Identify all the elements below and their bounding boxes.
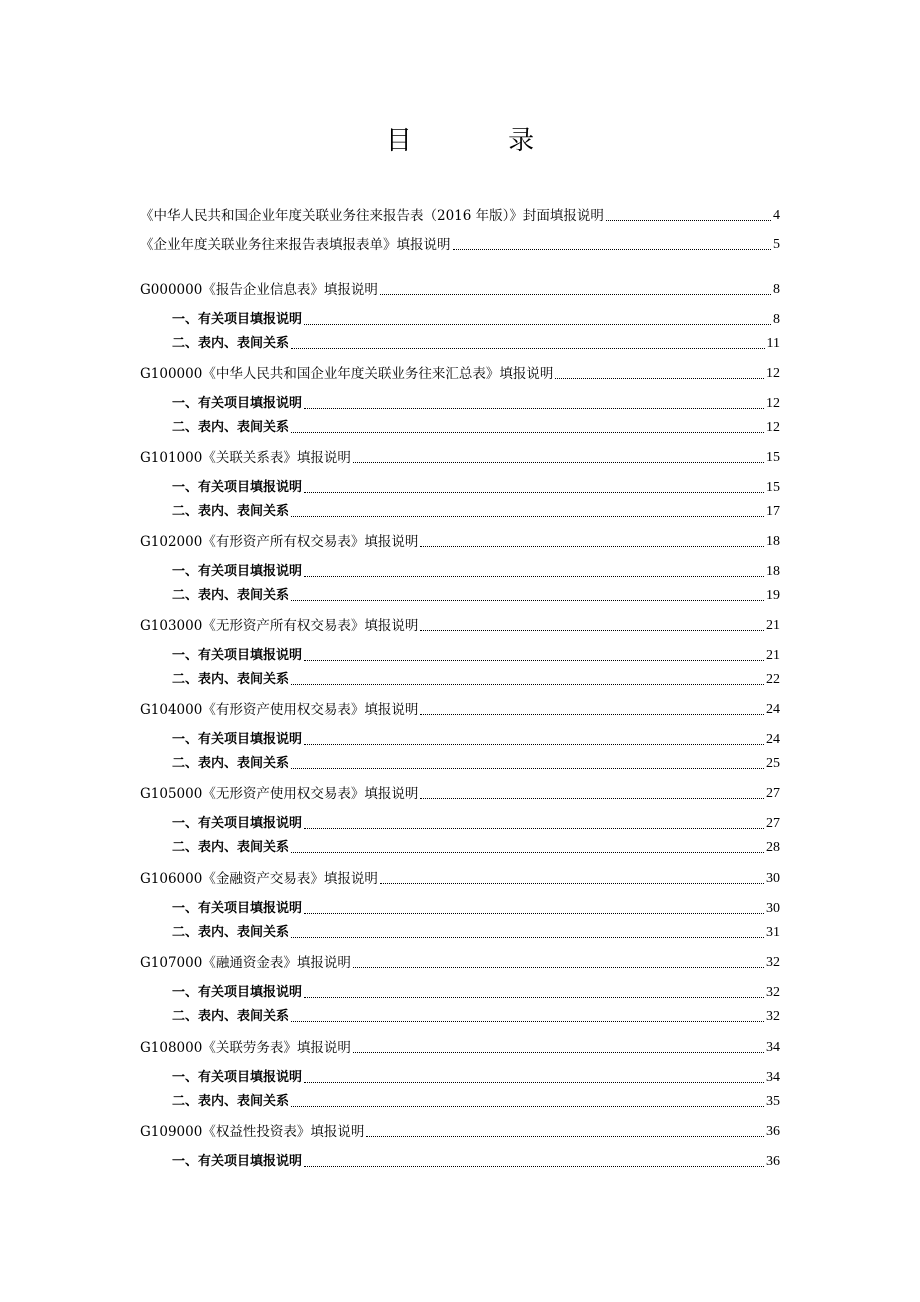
- dot-leader: [380, 882, 764, 884]
- toc-page-number: 5: [773, 237, 780, 252]
- toc-entry-label: G102000《有形资产所有权交易表》填报说明: [140, 534, 419, 550]
- dot-leader: [380, 293, 771, 295]
- dot-leader: [291, 1105, 764, 1107]
- toc-entry-label: G100000《中华人民共和国企业年度关联业务往来汇总表》填报说明: [140, 366, 554, 382]
- dot-leader: [304, 1081, 764, 1083]
- toc-subentry[interactable]: [172, 500, 780, 520]
- toc-page-number: 24: [766, 702, 780, 717]
- toc-page-number: 21: [766, 618, 780, 633]
- toc-subentry[interactable]: [172, 812, 780, 832]
- toc-entry-label: 二、表内、表间关系: [172, 336, 290, 351]
- toc-entry-label: 《企业年度关联业务往来报告表填报表单》填报说明: [140, 237, 451, 253]
- toc-entry-label: 一、有关项目填报说明: [172, 816, 303, 831]
- toc-entry-label: 二、表内、表间关系: [172, 756, 290, 771]
- toc-page-number: 17: [766, 504, 780, 519]
- toc-entry[interactable]: [140, 278, 780, 298]
- dot-leader: [291, 767, 764, 769]
- page-title: 目 录: [385, 126, 579, 156]
- dot-leader: [291, 936, 764, 938]
- toc-entry-label: G101000《关联关系表》填报说明: [140, 450, 351, 466]
- toc-subentry[interactable]: [172, 1150, 780, 1170]
- toc-page-number: 12: [766, 396, 780, 411]
- toc-subentry[interactable]: [172, 921, 780, 941]
- toc-subentry[interactable]: [172, 668, 780, 688]
- dot-leader: [291, 1020, 764, 1022]
- dot-leader: [304, 996, 764, 998]
- dot-leader: [291, 431, 764, 433]
- dot-leader: [291, 347, 765, 349]
- toc-page-number: 31: [766, 925, 780, 940]
- toc-subentry[interactable]: [172, 728, 780, 748]
- dot-leader: [420, 713, 764, 715]
- toc-entry[interactable]: [140, 698, 780, 718]
- toc-entry[interactable]: [140, 233, 780, 253]
- toc-page-number: 30: [766, 871, 780, 886]
- toc-subentry[interactable]: [172, 1005, 780, 1025]
- dot-leader: [291, 599, 764, 601]
- toc-page-number: 32: [766, 955, 780, 970]
- toc-entry-label: 一、有关项目填报说明: [172, 901, 303, 916]
- dot-leader: [304, 491, 764, 493]
- toc-page-number: 30: [766, 901, 780, 916]
- dot-leader: [420, 545, 764, 547]
- toc-page-number: 8: [773, 312, 780, 327]
- toc-page-number: 34: [766, 1040, 780, 1055]
- toc-entry-label: G105000《无形资产使用权交易表》填报说明: [140, 786, 419, 802]
- toc-entry-label: 一、有关项目填报说明: [172, 480, 303, 495]
- toc-entry-label: G104000《有形资产使用权交易表》填报说明: [140, 702, 419, 718]
- dot-leader: [304, 659, 764, 661]
- toc-subentry[interactable]: [172, 476, 780, 496]
- toc-page-number: 8: [773, 282, 780, 297]
- toc-page-number: 32: [766, 985, 780, 1000]
- toc-entry-label: 二、表内、表间关系: [172, 925, 290, 940]
- toc-page-number: 21: [766, 648, 780, 663]
- dot-leader: [353, 966, 764, 968]
- toc-page-number: 36: [766, 1124, 780, 1139]
- toc-entry[interactable]: [140, 1120, 780, 1140]
- toc-subentry[interactable]: [172, 416, 780, 436]
- dot-leader: [291, 515, 764, 517]
- toc-entry-label: 《中华人民共和国企业年度关联业务往来报告表（2016 年版）》封面填报说明: [140, 208, 604, 224]
- dot-leader: [304, 575, 764, 577]
- toc-subentry[interactable]: [172, 836, 780, 856]
- toc-subentry[interactable]: [172, 560, 780, 580]
- dot-leader: [606, 219, 771, 221]
- toc-entry-label: G109000《权益性投资表》填报说明: [140, 1124, 365, 1140]
- toc-entry-label: G106000《金融资产交易表》填报说明: [140, 871, 378, 887]
- toc-subentry[interactable]: [172, 1090, 780, 1110]
- dot-leader: [353, 1051, 764, 1053]
- dot-leader: [304, 1165, 764, 1167]
- toc-entry-label: 二、表内、表间关系: [172, 840, 290, 855]
- toc-page-number: 19: [766, 588, 780, 603]
- toc-page-number: 24: [766, 732, 780, 747]
- toc-page-number: 27: [766, 816, 780, 831]
- toc-entry[interactable]: [140, 614, 780, 634]
- toc-page-number: 18: [766, 534, 780, 549]
- toc-page-number: 15: [766, 450, 780, 465]
- toc-subentry[interactable]: [172, 644, 780, 664]
- toc-entry-label: 一、有关项目填报说明: [172, 312, 303, 327]
- toc-entry-label: G107000《融通资金表》填报说明: [140, 955, 351, 971]
- toc-subentry[interactable]: [172, 332, 780, 352]
- toc-entry-label: 二、表内、表间关系: [172, 1094, 290, 1109]
- toc-entry-label: G108000《关联劳务表》填报说明: [140, 1040, 351, 1056]
- toc-entry-label: 一、有关项目填报说明: [172, 648, 303, 663]
- toc-entry-label: 一、有关项目填报说明: [172, 564, 303, 579]
- toc-page-number: 35: [766, 1094, 780, 1109]
- dot-leader: [291, 683, 764, 685]
- dot-leader: [304, 827, 764, 829]
- toc-subentry[interactable]: [172, 981, 780, 1001]
- toc-entry-label: 一、有关项目填报说明: [172, 985, 303, 1000]
- toc-page-number: 4: [773, 208, 780, 223]
- toc-entry-label: 二、表内、表间关系: [172, 1009, 290, 1024]
- toc-page-number: 22: [766, 672, 780, 687]
- toc-page-number: 34: [766, 1070, 780, 1085]
- dot-leader: [304, 323, 771, 325]
- dot-leader: [304, 407, 764, 409]
- toc-subentry[interactable]: [172, 308, 780, 328]
- dot-leader: [453, 248, 772, 250]
- toc-page-number: 18: [766, 564, 780, 579]
- dot-leader: [555, 377, 764, 379]
- toc-entry[interactable]: [140, 867, 780, 887]
- dot-leader: [420, 797, 764, 799]
- toc-entry[interactable]: [140, 951, 780, 971]
- toc-entry-label: 二、表内、表间关系: [172, 588, 290, 603]
- toc-entry[interactable]: [140, 446, 780, 466]
- toc-entry-label: G000000《报告企业信息表》填报说明: [140, 282, 378, 298]
- toc-entry-label: 二、表内、表间关系: [172, 672, 290, 687]
- toc-entry-label: 二、表内、表间关系: [172, 504, 290, 519]
- toc-entry[interactable]: [140, 530, 780, 550]
- toc-page-number: 27: [766, 786, 780, 801]
- toc-page-number: 12: [766, 366, 780, 381]
- toc-entry-label: 一、有关项目填报说明: [172, 396, 303, 411]
- toc-page-number: 32: [766, 1009, 780, 1024]
- toc-entry[interactable]: [140, 782, 780, 802]
- toc-entry-label: G103000《无形资产所有权交易表》填报说明: [140, 618, 419, 634]
- toc-page-number: 28: [766, 840, 780, 855]
- toc-page-number: 36: [766, 1154, 780, 1169]
- toc-page-number: 15: [766, 480, 780, 495]
- toc-subentry[interactable]: [172, 1066, 780, 1086]
- toc-entry[interactable]: [140, 1036, 780, 1056]
- dot-leader: [304, 912, 764, 914]
- toc-entry-label: 一、有关项目填报说明: [172, 732, 303, 747]
- toc-page-number: 11: [766, 336, 780, 351]
- toc-subentry[interactable]: [172, 752, 780, 772]
- dot-leader: [420, 629, 764, 631]
- dot-leader: [291, 851, 764, 853]
- toc-page-number: 12: [766, 420, 780, 435]
- toc-entry[interactable]: [140, 204, 780, 224]
- dot-leader: [304, 743, 764, 745]
- toc-subentry[interactable]: [172, 584, 780, 604]
- toc-entry-label: 一、有关项目填报说明: [172, 1154, 303, 1169]
- toc-subentry[interactable]: [172, 392, 780, 412]
- toc-entry-label: 一、有关项目填报说明: [172, 1070, 303, 1085]
- toc-entry[interactable]: [140, 362, 780, 382]
- dot-leader: [366, 1135, 764, 1137]
- toc-page-number: 25: [766, 756, 780, 771]
- toc-subentry[interactable]: [172, 897, 780, 917]
- dot-leader: [353, 461, 764, 463]
- toc-entry-label: 二、表内、表间关系: [172, 420, 290, 435]
